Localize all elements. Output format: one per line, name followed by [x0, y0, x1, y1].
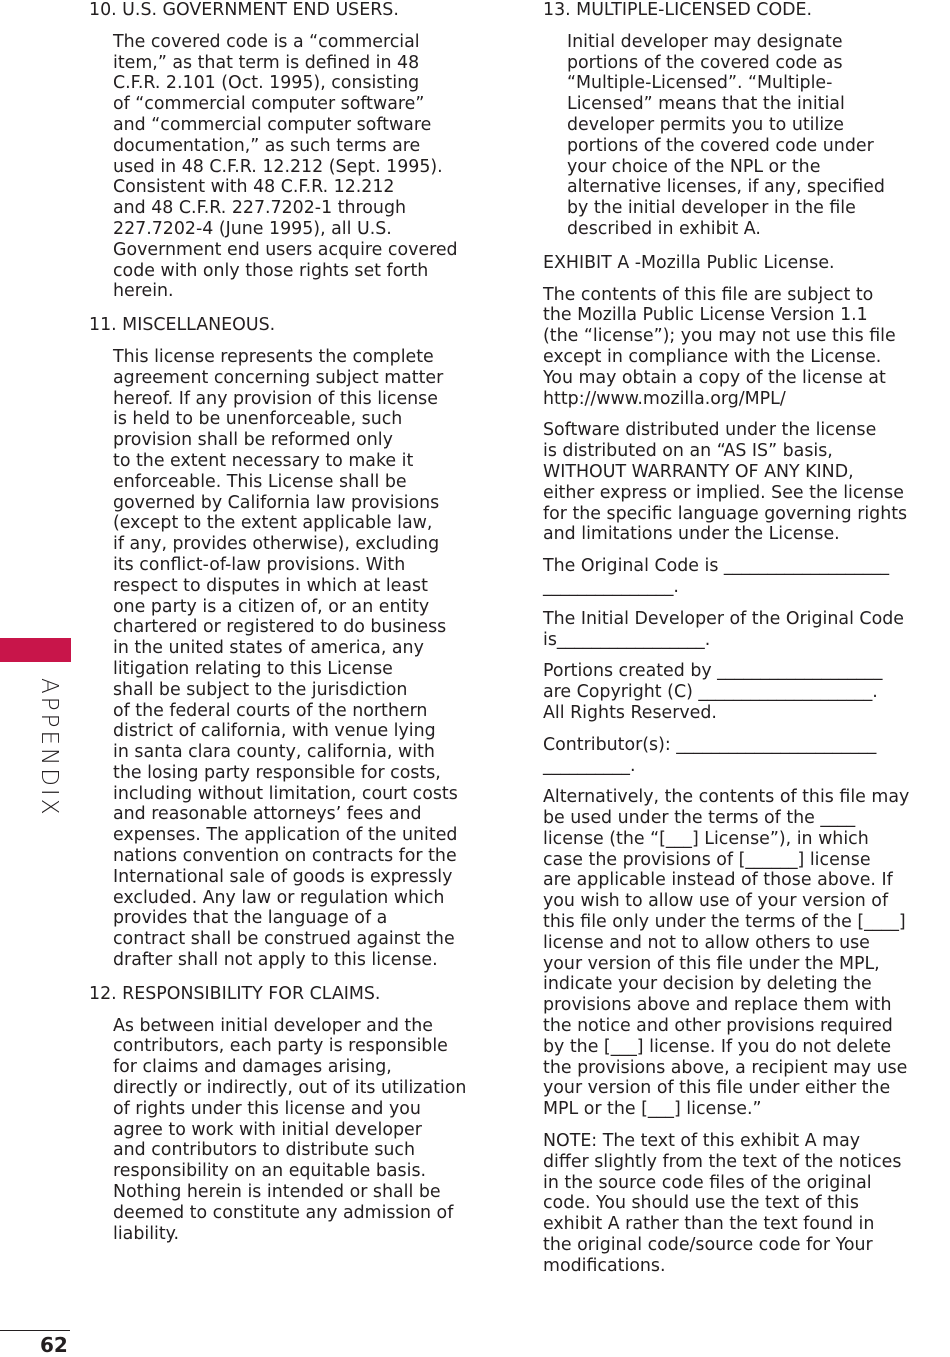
section-10-body: The covered code is a “commercial item,” as that term is defined in 48 C.F.R. 2.101 (Oct. 1995), consisting of “commercial computer software” and “commercial computer software documentation,” as such terms are used in 48 C.F.R. 12.212 (Sept. 1995). Consistent with 48 C.F.R. 12.212 and 48 C.F.R. 227.7202-1 through 227.7202-4 (June 1995), all U.S. Government end users acquire covered code with only those rights set forth herein. [113, 31, 458, 302]
section-12-body: As between initial developer and the contributors, each party is responsible for claims and damages arising, directly or indirectly, out of its utilization of rights under this license and you agree to work with initial developer and contributors to distribute such responsibility on an equitable basis. Nothing herein is intended or shall be deemed to constitute any admission of liability. [113, 1015, 467, 1244]
page-number-rule [0, 1330, 70, 1331]
exhibit-note-paragraph: NOTE: The text of this exhibit A may differ slightly from the text of the notices in the source code files of the original code. You should use the text of this exhibit A rather than the text found in the original code/source code for Your modifications. [543, 1131, 902, 1276]
left-column [89, 0, 497, 1244]
alternative-license-paragraph: Alternatively, the contents of this file may be used under the terms of the ____ license (the “[___] License”), in which case the provisions of [______] license are applicable instead of those above. If you wish to allow use of your version of this file only under the terms of the [____] license and not to allow others to use your version of this file under the MPL, indicate your decision by deleting the provisions above and replace them with the notice and other provisions required by the [___] license. If you do not delete the provisions above, a recipient may use your version of this file under either the MPL or the [___] license.” [543, 787, 910, 1120]
appendix-label: APPENDIX [36, 678, 62, 818]
right-column [543, 0, 950, 1277]
original-code-line: The Original Code is ___________________ _______________. [543, 556, 890, 597]
exhibit-a-title: EXHIBIT A -Mozilla Public License. [543, 252, 835, 273]
portions-created-line: Portions created by ___________________ are Copyright (C) ____________________. All Rights Reserved. [543, 661, 883, 723]
section-10-heading: 10. U.S. GOVERNMENT END USERS. [89, 0, 399, 20]
section-11-heading: 11. MISCELLANEOUS. [89, 315, 276, 336]
appendix-color-tab [0, 638, 71, 662]
initial-developer-line: The Initial Developer of the Original Code is_________________. [543, 608, 904, 650]
exhibit-a-license-notice: The contents of this file are subject to the Mozilla Public License Version 1.1 (the “license”); you may not use this file except in compliance with the License. You may obtain a copy of the license at http://www.mozilla.org/MPL/ [543, 284, 896, 409]
section-12-heading: 12. RESPONSIBILITY FOR CLAIMS. [89, 983, 381, 1004]
section-13-heading: 13. MULTIPLE-LICENSED CODE. [543, 0, 813, 20]
section-13-body: Initial developer may designate portions of the covered code as “Multiple-Licensed”. “Multiple- Licensed” means that the initial developer permits you to utilize portions of the covered code under your choice of the NPL or the alternative licenses, if any, specified by the initial developer in the file described in exhibit A. [567, 31, 885, 239]
section-11-body: This license represents the complete agreement concerning subject matter hereof. If any provision of this license is held to be unenforceable, such provision shall be reformed only to the extent necessary to make it enforceable. This License shall be governed by California law provisions (except to the extent applicable law, if any, provides otherwise), excluding its conflict-of-law provisions. With respect to disputes in which at least one party is a citizen of, or an entity chartered or registered to do business in the united states of america, any litigation relating to this License shall be subject to the jurisdiction of the federal courts of the northern district of california, with venue lying in santa clara county, california, with the losing party responsible for costs, including without limitation, court costs and reasonable attorneys’ fees and expenses. The application of the united nations convention on contracts for the International sale of goods is expressly excluded. Any law or regulation which provides that the language of a contract shall be construed against the drafter shall not apply to this license. [113, 346, 458, 971]
page-number: 62 [40, 1333, 68, 1357]
exhibit-a-warranty-disclaimer: Software distributed under the license is distributed on an “AS IS” basis, WITHOUT WARRANTY OF ANY KIND, either express or implied. See the license for the specific language governing rights and limitations under the License. [543, 420, 908, 545]
contributors-line: Contributor(s): _______________________ __________. [543, 734, 877, 776]
